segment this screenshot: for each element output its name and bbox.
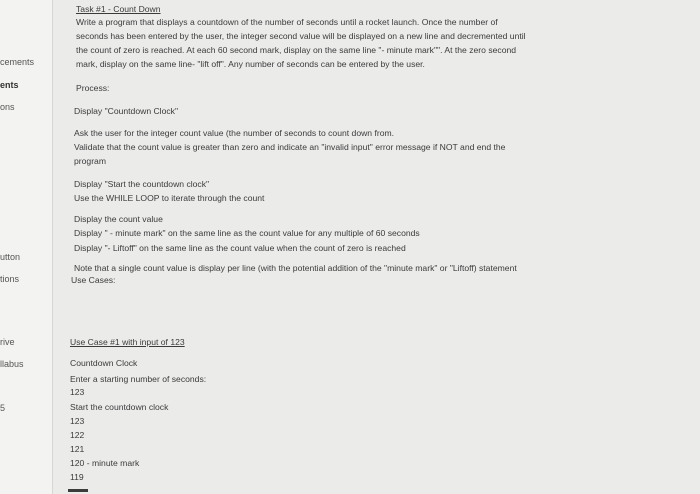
process-step: Display " - minute mark" on the same line as the count value for any multiple of 60 seconds <box>74 228 420 238</box>
process-step: Display "Countdown Clock" <box>74 106 179 116</box>
use-case-line: Start the countdown clock <box>70 402 169 412</box>
process-step: Validate that the count value is greater than zero and indicate an "invalid input" error message if NOT and end the <box>74 142 506 152</box>
description-line: the count of zero is reached. At each 60 second mark, display on the same line "- minute mark"". At the zero second <box>76 45 517 55</box>
process-step: Note that a single count value is display per line (with the potential addition of the "minute mark" or "Liftoff) statement <box>74 263 517 273</box>
use-case-line: 119 <box>70 472 84 482</box>
sidebar-item-discussions[interactable]: ons <box>0 102 15 112</box>
use-case-line: 123 <box>70 387 85 397</box>
use-cases-label: Use Cases: <box>71 275 116 285</box>
process-step: Display "Start the countdown clock" <box>74 179 210 189</box>
use-case-line: 121 <box>70 444 85 454</box>
sidebar-item-assignments[interactable]: ents <box>0 80 19 90</box>
description-line: seconds has been entered by the user, the integer second value will be displayed on a new line and decremented until <box>76 31 526 41</box>
process-step: Display the count value <box>74 214 163 224</box>
assignment-content <box>53 0 700 494</box>
use-case-line: 122 <box>70 430 85 440</box>
sidebar-item-button[interactable]: utton <box>0 252 21 262</box>
process-step: Use the WHILE LOOP to iterate through the count <box>74 193 265 203</box>
process-step: Ask the user for the integer count value (the number of seconds to count down from. <box>74 128 395 138</box>
description-line: Write a program that displays a countdown of the number of seconds until a rocket launch. Once the number of <box>76 17 498 27</box>
use-case-line: Enter a starting number of seconds: <box>70 374 207 384</box>
use-case-line: 123 <box>70 416 85 426</box>
sidebar-item-sections[interactable]: tions <box>0 274 20 284</box>
use-case-title: Use Case #1 with input of 123 <box>70 337 185 347</box>
sidebar-item-announcements[interactable]: cements <box>0 57 35 67</box>
sidebar-item-drive[interactable]: rive <box>0 337 15 347</box>
task-title: Task #1 - Count Down <box>76 4 161 14</box>
process-label: Process: <box>76 83 110 93</box>
description-line: mark, display on the same line- "lift off". Any number of seconds can be entered by the user. <box>76 59 425 69</box>
text-cursor-artifact <box>68 489 88 492</box>
process-step: Display "- Liftoff" on the same line as the count value when the count of zero is reached <box>74 243 406 253</box>
use-case-line: Countdown Clock <box>70 358 138 368</box>
process-step: program <box>74 156 106 166</box>
sidebar-item-5[interactable]: 5 <box>0 403 6 413</box>
sidebar-item-syllabus[interactable]: llabus <box>0 359 24 369</box>
use-case-line: 120 - minute mark <box>70 458 140 468</box>
course-sidebar <box>0 0 53 494</box>
